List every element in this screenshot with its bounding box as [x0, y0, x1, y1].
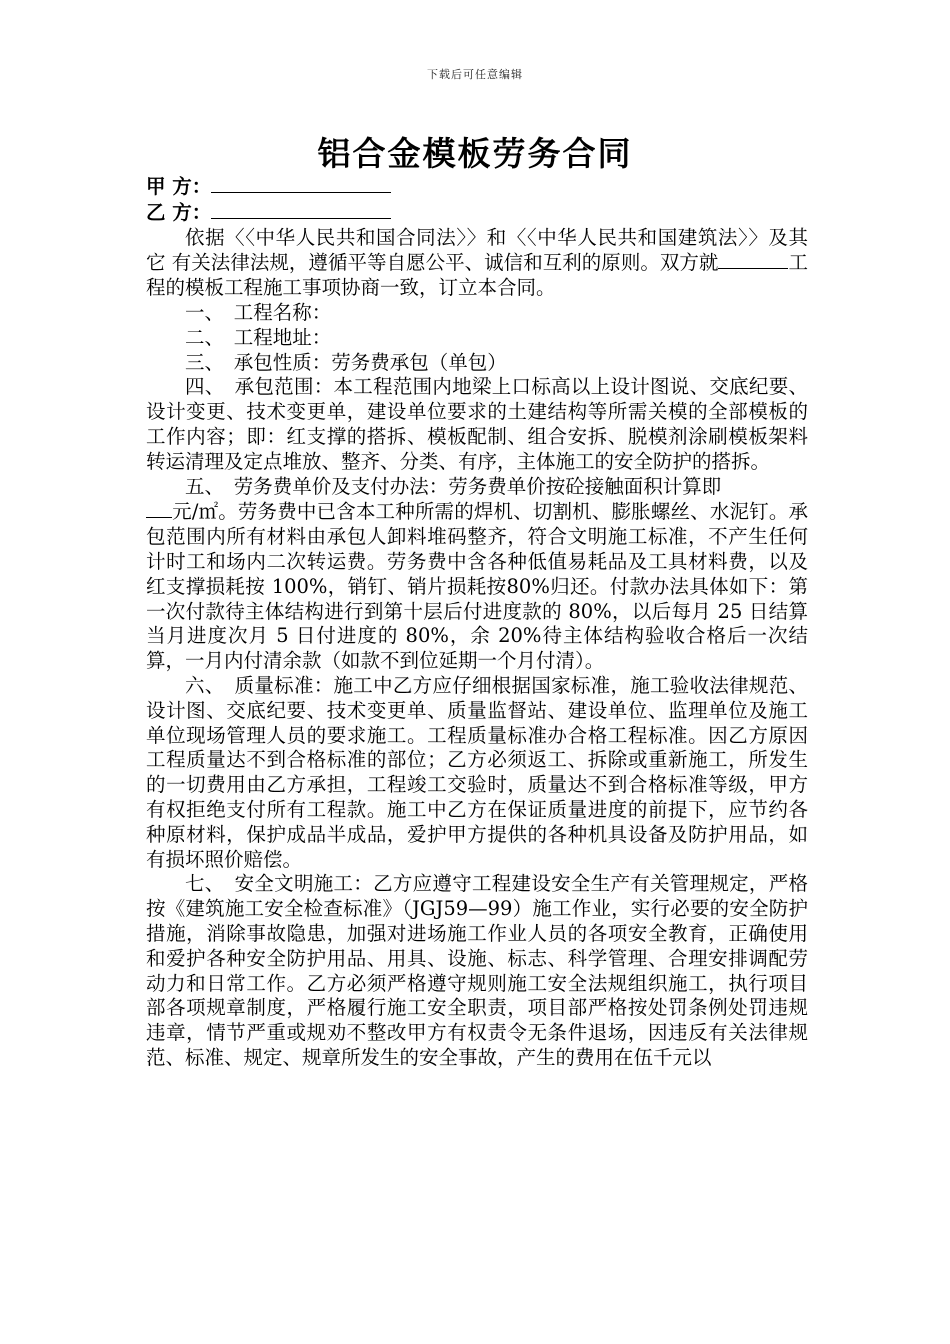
clause-5-head: 五、 劳务费单价及支付办法：劳务费单价按砼接触面积计算即 [185, 474, 722, 498]
clause-1: 一、 工程名称： [185, 300, 332, 324]
document-title: 铝合金模板劳务合同 [317, 134, 633, 173]
clause-7: 七、 安全文明施工：乙方应遵守工程建设安全生产有关管理规定，严格按《建筑施工安全检查标准》（JGJ59—99）施工作业，实行必要的安全防护措施，消除事故隐患，加强对进场施工作业人员的各项安全教育，正确使用和爱护各种安全防护用品、用具、设施、标志、科学管理、合理安排调配劳动力和日常工作。乙方必须严格遵守规则施工安全法规组织施工，执行项目部各项规章制度，严格履行施工安全职责，项目部严格按处罚条例处罚违规违章，情节严重或规劝不整改甲方有权责令无条件退场，因违反有关法律规范、标准、规定、规章所发生的安全事故，产生的费用在伍千元以 [146, 872, 808, 1069]
clause-5-text: 元/㎡。劳务费中已含本工种所需的焊机、切割机、膨胀螺丝、水泥钉。承包范围内所有材料由承包人卸料堆码整齐，符合文明施工标准，不产生任何计时工和场内二次转运费。劳务费中含各种低值易耗品及工具材料费，以及红支撑损耗按 100%，销钉、销片损耗按80%归还。付款办法具体如下：第一次付款待主体结构进行到第十层后付进度款的 80%，以后每月 25 日结算当月进度次月 5 日付进度的 80%，余 20%待主体结构验收合格后一次结算，一月内付清余款（如款不到位延期一个月付清）。 [146, 500, 808, 673]
project-name-blank [718, 250, 788, 269]
contract-body [146, 174, 808, 1071]
unit-price-blank [146, 499, 172, 518]
party-b-label: 乙 方： [146, 200, 212, 224]
party-a-label: 甲 方： [146, 175, 212, 198]
clause-6: 六、 质量标准：施工中乙方应仔细根据国家标准，施工验收法律规范、设计图、交底纪要、技术变更单、质量监督站、建设单位、监理单位及施工单位现场管理人员的要求施工。工程质量标准办合格工程标准。因乙方原因工程质量达不到合格标准的部位；乙方必须返工、拆除或重新施工，所发生的一切费用由乙方承担，工程竣工交验时，质量达不到合格标准等级，甲方有权拒绝支付所有工程款。施工中乙方在保证质量进度的前提下，应节约各种原材料，保护成品半成品，爱护甲方提供的各种机具设备及防护用品，如有损坏照价赔偿。 [146, 673, 808, 871]
party-a-line [146, 174, 808, 200]
clause-5-body [146, 499, 808, 674]
clause-4: 四、 承包范围：本工程范围内地梁上口标高以上设计图说、交底纪要、设计变更、技术变更单，建设单位要求的土建结构等所需关模的全部模板的工作内容；即：红支撑的搭拆、模板配制、组合安拆、脱模剂涂刷模板架料转运清理及定点堆放、整齐、分类、有序，主体施工的安全防护的搭拆。 [146, 375, 808, 473]
intro-text-2: 工程的模板工程施工事项协商一致，订立本合同。 [146, 251, 808, 300]
clause-3: 三、 承包性质：劳务费承包（单包） [185, 350, 507, 374]
intro-text-1: 依据〈〈中华人民共和国合同法〉〉和〈〈中华人民共和国建筑法〉〉及其它 有关法律法规，遵循平等自愿公平、诚信和互利的原则。双方就 [146, 225, 808, 275]
party-b-line [146, 200, 808, 226]
header-note: 下载后可任意编辑 [427, 68, 523, 81]
intro-paragraph [146, 226, 808, 301]
clause-2: 二、 工程地址： [185, 325, 332, 349]
party-a-blank [211, 174, 391, 193]
party-b-blank [211, 200, 391, 219]
